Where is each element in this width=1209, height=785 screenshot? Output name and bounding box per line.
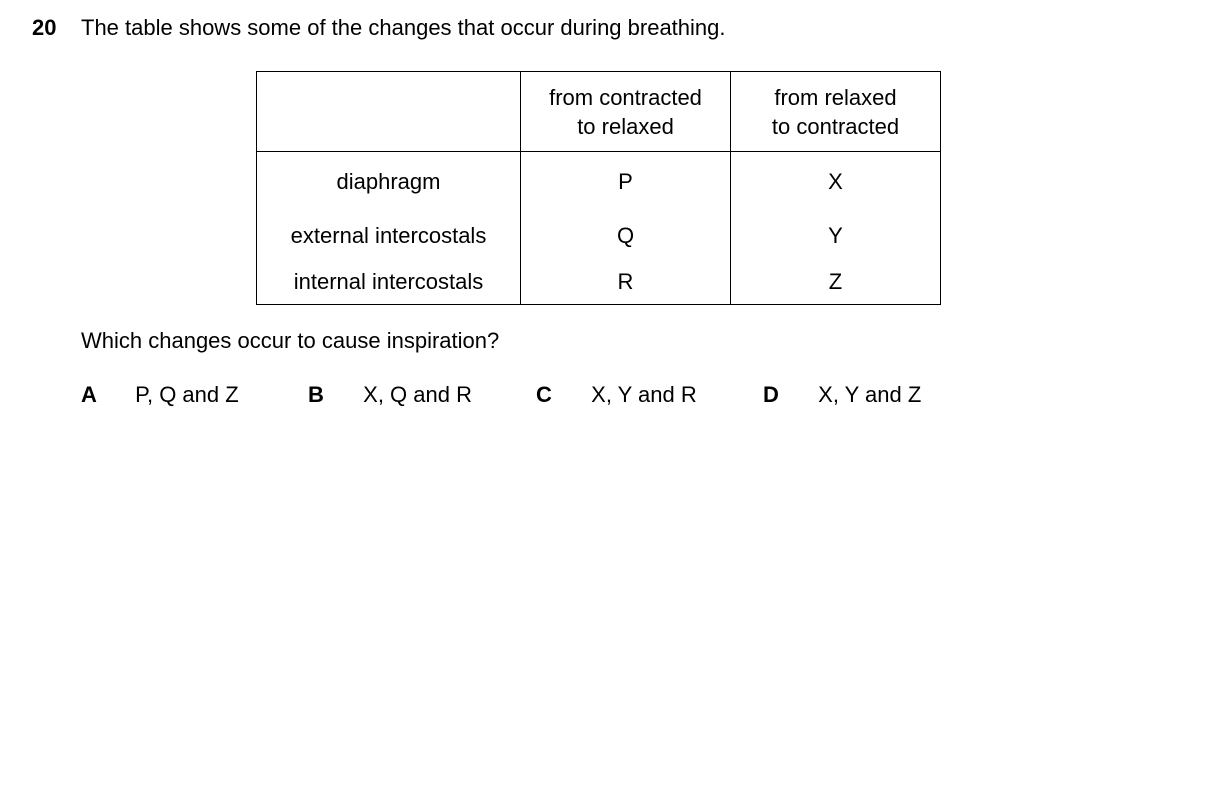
question-stem: The table shows some of the changes that occur during breathing. — [81, 15, 726, 40]
contracted-to-relaxed-cell: R — [521, 260, 731, 305]
option-text: X, Y and R — [591, 382, 697, 407]
option-letter: D — [763, 382, 779, 407]
option-letter: A — [81, 382, 97, 407]
relaxed-to-contracted-cell: X — [731, 152, 941, 213]
header-line: to relaxed — [577, 113, 674, 139]
relaxed-to-contracted-cell: Z — [731, 260, 941, 305]
muscle-cell: internal intercostals — [257, 260, 521, 305]
option-a[interactable] — [81, 381, 239, 409]
header-cell-muscle — [257, 72, 521, 152]
option-text: X, Q and R — [363, 382, 472, 407]
option-d[interactable] — [763, 381, 921, 409]
table-header-row — [257, 72, 941, 152]
contracted-to-relaxed-cell: P — [521, 152, 731, 213]
breathing-changes-table — [256, 71, 941, 305]
question-number: 20 — [32, 15, 57, 40]
option-text: P, Q and Z — [135, 382, 239, 407]
header-line: from contracted — [549, 84, 702, 110]
header-line: to contracted — [771, 113, 900, 139]
table-row — [257, 212, 941, 260]
option-c[interactable] — [536, 381, 697, 409]
muscle-cell: diaphragm — [257, 152, 521, 213]
header-line: from relaxed — [774, 84, 897, 110]
header-cell-contracted-to-relaxed — [521, 72, 731, 152]
relaxed-to-contracted-cell: Y — [731, 212, 941, 260]
option-letter: C — [536, 382, 552, 407]
muscle-cell: external intercostals — [257, 212, 521, 260]
option-b[interactable] — [308, 381, 472, 409]
header-cell-relaxed-to-contracted — [731, 72, 941, 152]
contracted-to-relaxed-cell: Q — [521, 212, 731, 260]
table-row — [257, 260, 941, 305]
option-text: X, Y and Z — [818, 382, 922, 407]
table-row — [257, 152, 941, 213]
option-letter: B — [308, 382, 324, 407]
question-prompt: Which changes occur to cause inspiration? — [81, 328, 500, 353]
